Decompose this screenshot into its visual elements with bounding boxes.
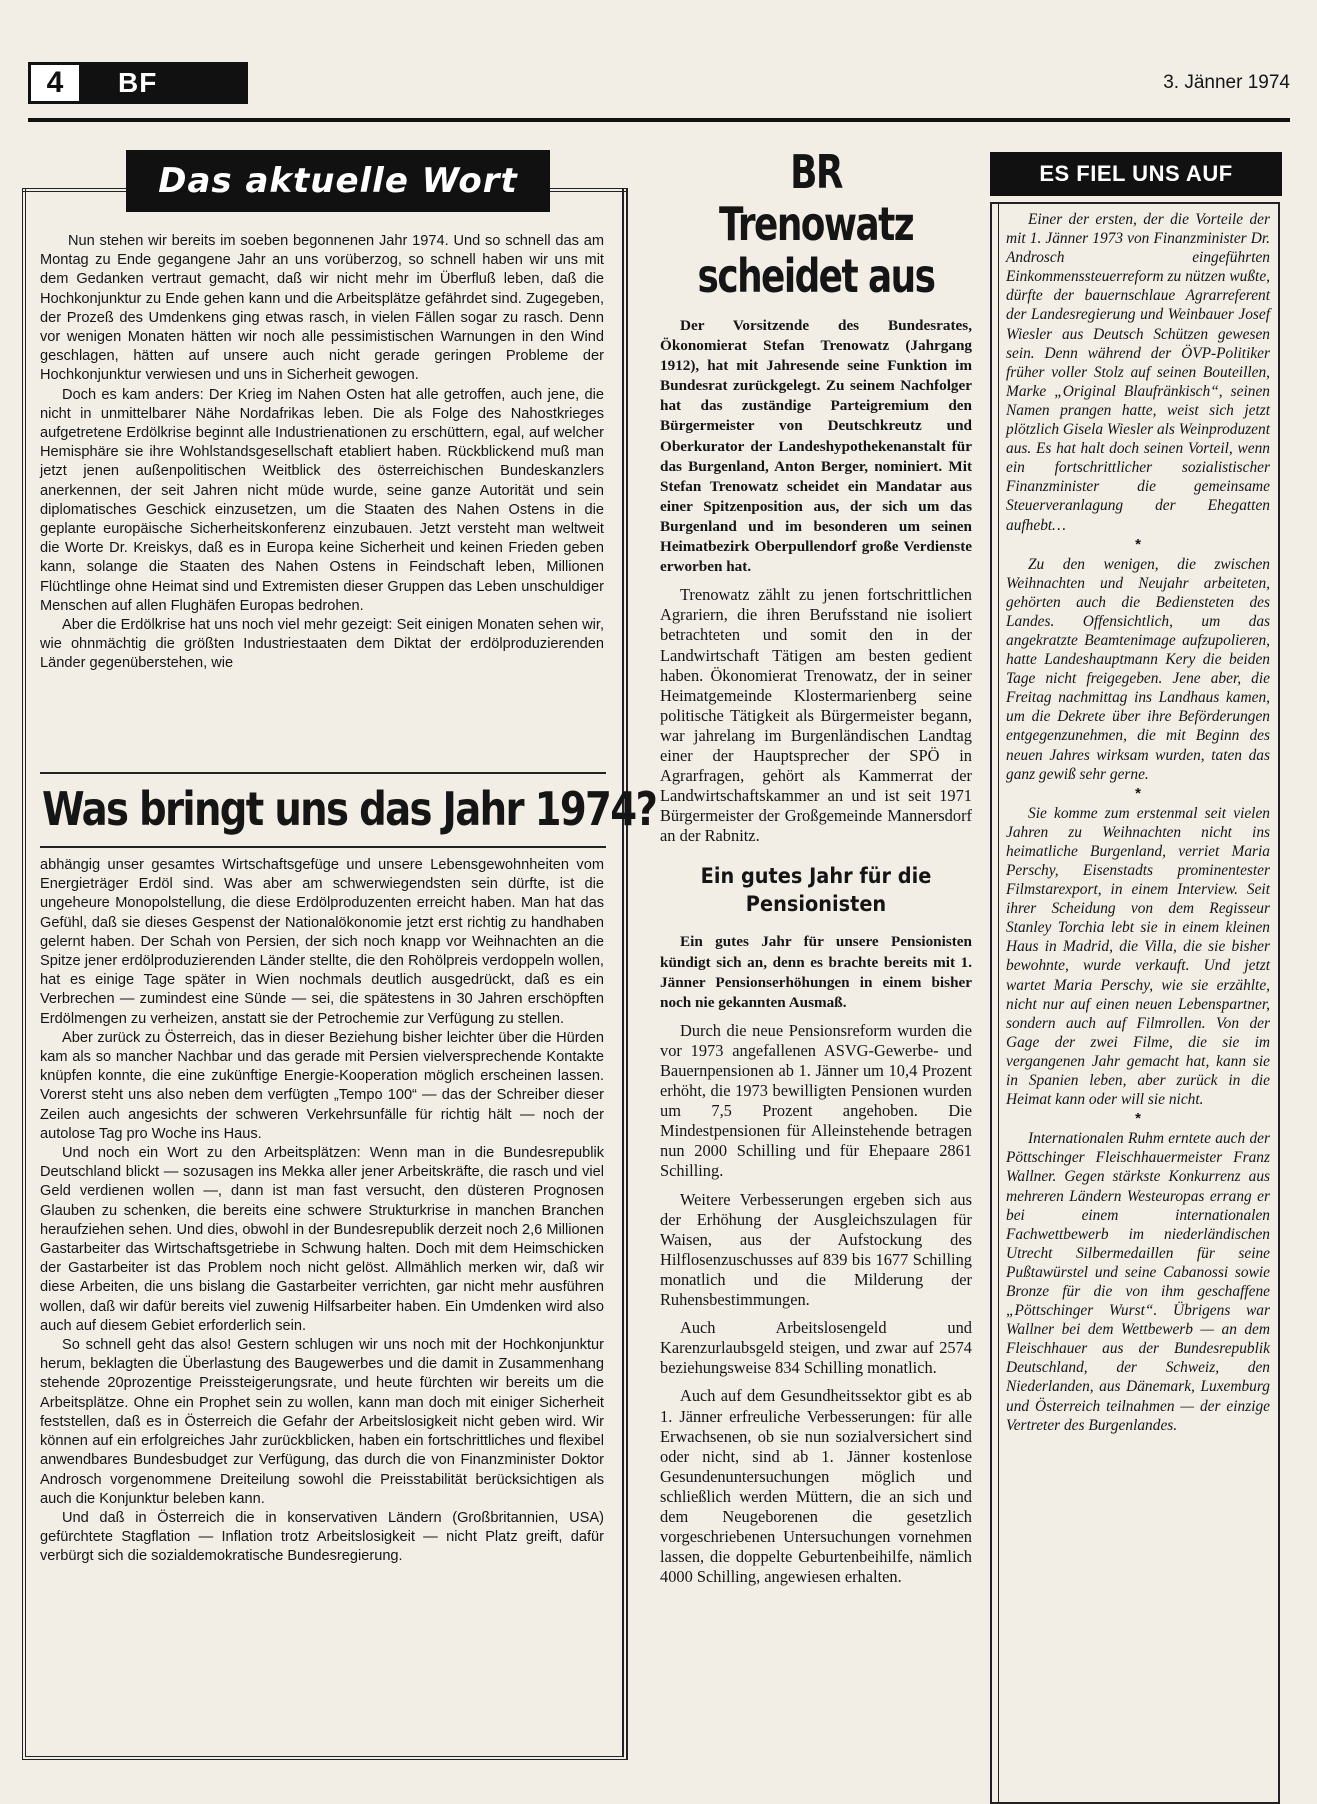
subarticle-headline: Ein gutes Jahr für die Pensionisten	[700, 864, 932, 917]
article-lead: Der Vorsitzende des Bundesrates, Ökonomierat Stefan Trenowatz (Jahrgang 1912), hat mit Jahresende seine Funktion im Bundesrat zurückgelegt. Zu seinem Nachfolger hat das zuständige Parteigremium den Bürgermeister von Deutschkreutz und Oberkurator der Landeshypothekenanstalt für das Burgenland, Anton Berger, nominiert. Mit Stefan Trenowatz scheidet ein Mandatar aus einer Spitzenposition aus, der sich um das Burgenland und im besonderen um seinen Heimatbezirk Oberpullendorf große Verdienste erworben hat.	[660, 317, 972, 576]
gossip-column	[990, 152, 1280, 1804]
paragraph: Und daß in Österreich die in konservativen Ländern (Großbritannien, USA) gefürchtete Stagflation — Inflation trotz Arbeitslosigkeit — nicht Platz greift, dafür verbürgt sich die sozialdemokratische Bundesregierung.	[40, 1509, 604, 1565]
page-badge	[28, 62, 248, 104]
paragraph: Auch Arbeitslosengeld und Karenzurlaubsgeld steigen, und zwar auf 2574 beziehungsweise 834 Schilling monatlich.	[660, 1318, 972, 1378]
paragraph: Weitere Verbesserungen ergeben sich aus der Erhöhung der Ausgleichszulagen für Waisen, aus der Aufstockung des Hilflosenzuschusses auf 839 bis 1677 Schilling monatlich und die Milderung der Ruhensbestimmungen.	[660, 1189, 972, 1310]
gossip-item: Sie komme zum erstenmal seit vielen Jahren zu Weihnachten nicht ins heimatliche Burgenland, verriet Maria Perschy, Eisenstadts prominentester Filmstarexport, in einem Interview. Seit ihrer Scheidung von dem Regisseur Stanley Torchia lebt sie in einem kleinen Haus in Madrid, die Villa, die sie bisher bewohnte, wurde verkauft. Und jetzt wartet Maria Perschy, wie sie erzählte, nicht nur auf einen neuen Lebenspartner, sondern auch auf Filmrollen. Von der Gage der zwei Filme, die sie im vergangenen Jahr gemacht hat, kann sie in Spanien leben, aber zurück in die Heimat kann oder will sie nicht.	[1006, 804, 1270, 1109]
article-headline: BR Trenowatz scheidet aus	[697, 145, 935, 303]
separator-star: *	[1135, 784, 1141, 802]
paragraph: So schnell geht das also! Gestern schlugen wir uns noch mit der Hochkonjunktur herum, beklagten die Überlastung des Baugewerbes und die damit in Zusammenhang stehende 20prozentige Preissteigerungsrate, und heute fürchten wir bereits um die Arbeitsplätze. Ohne ein Prophet sein zu wollen, kann man doch mit einiger Sicherheit feststellen, daß es in Österreich die Gefahr der Arbeitslosigkeit nicht geben wird. Wir können auf ein erfolgreiches Jahr zurückblicken, haben ein fortschrittliches und flexibel anwendbares Bundesbudget zur Verfügung, das durch die von Finanzminister Doktor Androsch vorgenommene Dreiteilung sowohl die Preisstabilität berücksichtigen als auch die Konjunktur beleben kann.	[40, 1337, 604, 1507]
paragraph: Und noch ein Wort zu den Arbeitsplätzen: Wenn man in die Bundesrepublik Deutschland blickt — sozusagen ins Mekka aller jener Arbeitskräfte, die rasch und viel Geld verdienen wollen —, dann ist man fast versucht, den düsteren Prognosen Glauben zu schenken, die bereits eine schwere Strukturkrise in manchen Branchen heraufziehen sehen. Und dies, obwohl in der Bundesrepublik derzeit noch 2,6 Millionen Gastarbeiter das Wirtschaftsgetriebe in Schwung halten. Doch mit dem Heimschicken der Gastarbeiter ist das Problem noch nicht gelöst. Allmählich merken wir, daß wir diese Arbeiten, die uns bislang die Gastarbeiter verrichten, gar nicht mehr ausführen wollen, daß wir dafür bereits viel zuwenig Hilfsarbeiter haben. Ein Umdenken wird also auch auf diesem Gebiet erforderlich sein.	[40, 1145, 604, 1334]
subarticle-body	[660, 1021, 972, 1588]
paragraph: Doch es kam anders: Der Krieg im Nahen Osten hat alle getroffen, auch jene, die nicht in unmittelbarer Nähe Nordafrikas leben. Die als Folge des Nahostkrieges aufgetretene Erdölkrise beginnt alle Industrienationen zu erschüttern, egal, auf welcher Hemisphäre sie ihre Wohlstandsgesellschaft etabliert haben. Rückblickend muß man jetzt jenen außenpolitischen Weitblick des österreichischen Bundeskanzlers anerkennen, der seit Jahren nicht müde wurde, seine ganze Autorität und sein diplomatisches Geschick einzusetzen, um die Staaten des Nahen Ostens in die geplante europäische Sicherheitskonferenz einzubauen. Jetzt versteht man weltweit die Worte Dr. Kreiskys, daß es in Europa keine Sicherheit und keinen Frieden geben kann, solange die Staaten des Nahen Ostens in Feindschaft leben, Millionen Flüchtlinge ohne Heimat sind und Extremisten dieser Gruppen das Leben unschuldiger Menschen auf allen Flughäfen Europas bedrohen.	[40, 386, 604, 614]
editorial-text-part1	[40, 232, 604, 674]
editorial-column	[22, 150, 657, 1762]
paragraph: abhängig unser gesamtes Wirtschaftsgefüge und unsere Lebensgewohnheiten vom Energieträger Erdöl sind. Was aber am schwerwiegendsten sein dürfte, ist die ungeheure Monopolstellung, die diese Erdölproduzenten erreicht haben. Man hat das Gefühl, daß sie dieses Gespenst der Nationalökonomie jetzt erst richtig zu handhaben gelernt haben. Der Schah von Persien, der sich noch knapp vor Weihnachten an die Spitze jener erdölproduzierenden Länder stellte, die den Rohölpreis verdoppeln wollen, hat es einige Tage später in Wien nochmals deutlich ausgedrückt, daß es ein Verbrechen — zumindest eine Sünde — sei, die spätestens in 30 Jahren erschöpften Erdölmengen zu verheizen, anstatt sie der Petrochemie zur Verfügung zu stellen.	[40, 857, 604, 1027]
separator-star: *	[1135, 535, 1141, 553]
issue-date: 3. Jänner 1974	[1163, 72, 1290, 93]
editorial-headline: Was bringt uns das Jahr 1974?	[42, 782, 657, 836]
paragraph: Durch die neue Pensionsreform wurden die vor 1973 angefallenen ASVG-Gewerbe- und Bauernpensionen ab 1. Jänner um 10,4 Prozent erhöht, die 1973 bewilligten Pensionen wurden um 7,5 Prozent angehoben. Die Mindestpensionen für Alleinstehende betragen nun 2000 Schilling und für Ehepaare 2861 Schilling.	[660, 1020, 972, 1181]
gossip-title: ES FIEL UNS AUF	[990, 152, 1282, 196]
gossip-box	[990, 202, 1280, 1804]
separator-star: *	[1135, 1110, 1141, 1128]
gossip-item: Zu den wenigen, die zwischen Weihnachten und Neujahr arbeiteten, gehörten auch die Bediensteten des Landes. Offensichtlich, um das angekratzte Beamtenimage aufzupolieren, hatte Landeshauptmann Kery die beiden Tage nicht freigegeben. Jene aber, die Freitag nachmittag ins Landhaus kamen, um die Dekrete über ihre Beförderungen entgegenzunehmen, die mit Beginn des neuen Jahres wirksam wurden, taten das ganz gewiß sehr gerne.	[1006, 555, 1270, 783]
subarticle-lead: Ein gutes Jahr für unsere Pensionisten kündigt sich an, denn es brachte bereits mit 1. Jänner Pensionserhöhungen in einem bisher noch nie gekannten Ausmaß.	[660, 933, 972, 1011]
editorial-text-part2	[40, 856, 604, 1567]
article-body: Trenowatz zählt zu jenen fortschrittlichen Agrariern, die ihren Berufsstand nie isoliert betrachteten und somit den in der Landwirtschaft Tätigen am besten gedient haben. Ökonomierat Trenowatz, der in seiner Heimatgemeinde Klostermarienberg seine politische Tätigkeit als Bürgermeister begann, war jahrelang im Burgenländischen Landtag einer der Hauptsprecher der SPÖ in Agrarfragen, gehört als Kammerrat der Landwirtschaftskammer an und ist seit 1971 Bürgermeister der Großgemeinde Mannersdorf an der Rabnitz.	[660, 585, 972, 846]
section-title: Das aktuelle Wort	[126, 150, 550, 212]
gossip-item: Internationalen Ruhm erntete auch der Pöttschinger Fleischhauermeister Franz Wallner. Gegen stärkste Konkurrenz aus mehreren Ländern Westeuropas errang er bei einem internationalen Fachwettbewerb im niederländischen Utrecht Silbermedaillen für seine Pußtawürstel und seine Cabanossi sowie Bronze für die von ihm geschaffene „Pöttschinger Wurst“. Übrigens war Wallner bei dem Wettbewerb — an dem Fleischhauer aus der Bundesrepublik Deutschland, der Schweiz, den Niederlanden, aus Dänemark, Luxemburg und Österreich teilnahmen — der einzige Vertreter des Burgenlandes.	[1006, 1130, 1270, 1434]
page-header	[28, 58, 1290, 112]
page-number: 4	[28, 62, 82, 104]
paragraph: Aber zurück zu Österreich, das in dieser Beziehung bisher leichter über die Hürden kam als so mancher Nachbar und das gerade mit Persien vielversprechende Kontakte knüpfen konnte, die eine zukünftige Energie-Kooperation möglich erscheinen lassen. Vorerst steht uns also neben dem verfügten „Tempo 100“ — das der Schreiber dieser Zeilen auch angesichts der schweren Verkehrsunfälle für richtig hält — noch der autolose Tag pro Woche ins Haus.	[40, 1029, 604, 1142]
paragraph: Aber die Erdölkrise hat uns noch viel mehr gezeigt: Seit einigen Monaten sehen wir, wie ohnmächtig die größten Industriestaaten dem Diktat der erdölproduzierenden Länder gegenüberstehen, wie	[40, 617, 604, 672]
paragraph: Auch auf dem Gesundheitssektor gibt es ab 1. Jänner erfreuliche Verbesserungen: für alle Erwachsenen, ob sie nun sozialversichert sind oder nicht, sind ab 1. Jänner kostenlose Gesundenuntersuchungen möglich und schließlich werden Müttern, die an sich und dem Neugeborenen die gesetzlich vorgeschriebenen Untersuchungen vornehmen lassen, die doppelte Geburtenbeihilfe, nämlich 4000 Schilling, angewiesen erhalten.	[660, 1386, 972, 1587]
header-rule	[28, 118, 1290, 122]
news-column	[660, 140, 972, 1587]
gossip-item: Einer der ersten, der die Vorteile der mit 1. Jänner 1973 von Finanzminister Dr. Androsch eingeführten Einkommenssteuerreform zu nützen wußte, dürfte der bauernschlaue Agrarreferent der Landesregierung und Weinbauer Josef Wiesler aus Deutsch Schützen gewesen sein. Denn während der ÖVP-Politiker früher voller Stolz auf seinen Bouteillen, Marke „Original Blaufränkisch“, seinen Namen prangen hatte, weist sich jetzt plötzlich Gisela Wiesler als Weinproduzent aus. Es hat halt doch seinen Vorteil, wenn ein fortschrittlicher sozialistischer Finanzminister die gemeinsame Steuerveranlagung der Ehegatten aufhebt…	[1006, 211, 1270, 534]
paragraph: Nun stehen wir bereits im soeben begonnenen Jahr 1974. Und so schnell das am Montag zu Ende gegangene Jahr an uns vorüberzog, so schnell haben wir uns mit dem Gedanken vertraut gemacht, daß wir nicht mehr im Überfluß leben, daß die Hochkonjunktur zu Ende gehen kann und die Arbeitsplätze gefährdet sind. Zugegeben, der Prozeß des Umdenkens ging etwas rasch, in vielen Fällen sogar zu rasch. Denn vor wenigen Monaten hätten wir noch alle pessimistischen Warnungen in den Wind geschlagen, hätten auf unsere auch nicht gerade geringen Probleme der Hochkonjunktur verwiesen und uns in Sicherheit gewogen.	[40, 233, 604, 384]
publication-logo: BF	[118, 67, 158, 98]
